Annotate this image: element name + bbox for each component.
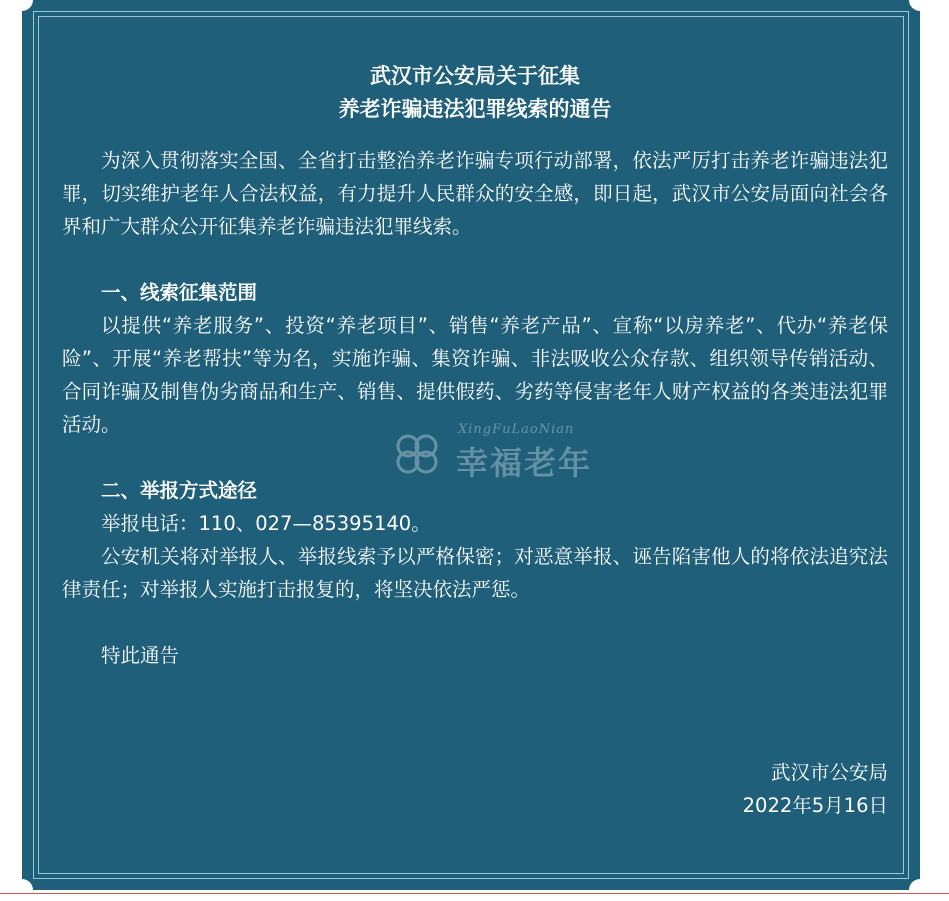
notice-title (62, 60, 888, 126)
closing-line: 特此通告 (101, 644, 180, 667)
section-1-heading: 一、线索征集范围 (101, 281, 258, 304)
title-line-2: 养老诈骗违法犯罪线索的通告 (338, 97, 612, 121)
signature-org: 武汉市公安局 (770, 761, 888, 784)
corner-notch-top-right (909, 0, 931, 11)
corner-notch-bottom-left (11, 879, 33, 901)
corner-notch-bottom-right (909, 879, 931, 901)
section-2-body: 公安机关将对举报人、举报线索予以严格保密；对恶意举报、诬告陷害他人的将依法追究法律责任；对举报人实施打击报复的，将坚决依法严惩。 (62, 545, 888, 601)
notice-poster (22, 0, 920, 890)
watermark-latin-text: XingFuLaoNian (458, 422, 575, 437)
title-line-1: 武汉市公安局关于征集 (370, 64, 580, 88)
report-phone-line: 举报电话：110、027—85395140。 (101, 512, 431, 535)
watermark-chinese-text: 幸福老年 (456, 444, 593, 482)
section-1-body: 以提供“养老服务”、投资“养老项目”、销售“养老产品”、宣称“以房养老”、代办“养老保险”、开展“养老帮扶”等为名，实施诈骗、集资诈骗、非法吸收公众存款、组织领导传销活动、合同诈骗及制售伪劣商品和生产、销售、提供假药、劣药等侵害老年人财产权益的各类违法犯罪活动。 (62, 314, 888, 436)
notice-content (62, 60, 888, 672)
intro-paragraph: 为深入贯彻落实全国、全省打击整治养老诈骗专项行动部署，依法严厉打击养老诈骗违法犯罪，切实维护老年人合法权益，有力提升人民群众的安全感，即日起，武汉市公安局面向社会各界和广大群众公开征集养老诈骗违法犯罪线索。 (62, 149, 888, 238)
signature-date: 2022年5月16日 (742, 794, 888, 817)
section-2-heading: 二、举报方式途径 (101, 479, 258, 502)
signature-block (743, 756, 888, 822)
corner-notch-top-left (11, 0, 33, 11)
bottom-divider-line (0, 893, 949, 894)
